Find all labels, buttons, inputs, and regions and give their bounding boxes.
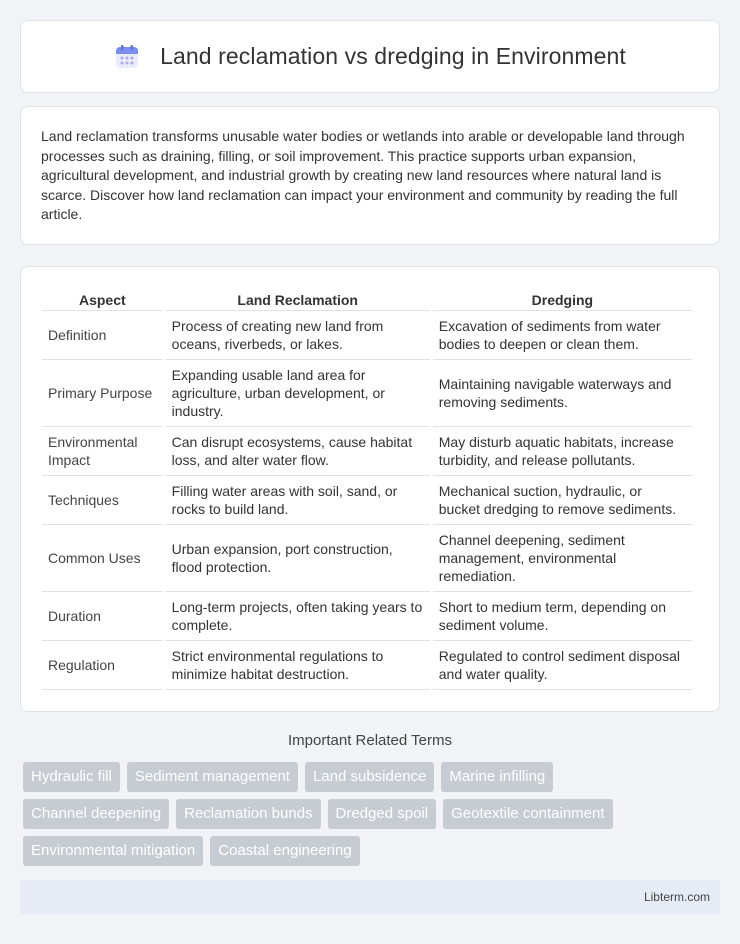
- related-term-tag[interactable]: Land subsidence: [305, 762, 434, 792]
- table-row: [42, 592, 692, 641]
- dredging-cell: Excavation of sediments from water bodies to deepen or clean them.: [433, 311, 692, 360]
- intro-card: [20, 106, 720, 245]
- aspect-cell: Environmental Impact: [42, 427, 163, 476]
- header-land-reclamation: Land Reclamation: [166, 289, 430, 311]
- related-term-tag[interactable]: Channel deepening: [23, 799, 169, 829]
- table-row: [42, 476, 692, 525]
- land-reclamation-cell: Filling water areas with soil, sand, or rocks to build land.: [166, 476, 430, 525]
- related-term-tag[interactable]: Sediment management: [127, 762, 298, 792]
- related-term-tag[interactable]: Dredged spoil: [328, 799, 437, 829]
- dredging-cell: Short to medium term, depending on sediment volume.: [433, 592, 692, 641]
- related-terms-section: [20, 732, 720, 866]
- dredging-cell: Maintaining navigable waterways and removing sediments.: [433, 360, 692, 427]
- header-dredging: Dredging: [433, 289, 692, 311]
- land-reclamation-cell: Can disrupt ecosystems, cause habitat loss, and alter water flow.: [166, 427, 430, 476]
- land-reclamation-cell: Long-term projects, often taking years to complete.: [166, 592, 430, 641]
- table-row: [42, 641, 692, 690]
- land-reclamation-cell: Urban expansion, port construction, flood protection.: [166, 525, 430, 592]
- footer: [20, 880, 720, 914]
- calendar-icon: [114, 44, 140, 70]
- aspect-cell: Techniques: [42, 476, 163, 525]
- related-term-tag[interactable]: Coastal engineering: [210, 836, 359, 866]
- aspect-cell: Regulation: [42, 641, 163, 690]
- land-reclamation-cell: Expanding usable land area for agriculture, urban development, or industry.: [166, 360, 430, 427]
- related-term-tag[interactable]: Marine infilling: [441, 762, 553, 792]
- land-reclamation-cell: Process of creating new land from oceans, riverbeds, or lakes.: [166, 311, 430, 360]
- table-row: [42, 311, 692, 360]
- table-row: [42, 525, 692, 592]
- footer-site-link[interactable]: Libterm.com: [643, 890, 710, 904]
- dredging-cell: May disturb aquatic habitats, increase turbidity, and release pollutants.: [433, 427, 692, 476]
- header-card: [20, 20, 720, 93]
- table-row: [42, 427, 692, 476]
- dredging-cell: Channel deepening, sediment management, environmental remediation.: [433, 525, 692, 592]
- related-term-tag[interactable]: Reclamation bunds: [176, 799, 320, 829]
- related-term-tag[interactable]: Hydraulic fill: [23, 762, 120, 792]
- related-term-tag[interactable]: Environmental mitigation: [23, 836, 203, 866]
- header-aspect: Aspect: [42, 289, 163, 311]
- table-row: [42, 360, 692, 427]
- dredging-cell: Mechanical suction, hydraulic, or bucket dredging to remove sediments.: [433, 476, 692, 525]
- comparison-table: [39, 289, 695, 690]
- aspect-cell: Primary Purpose: [42, 360, 163, 427]
- intro-text: Land reclamation transforms unusable water bodies or wetlands into arable or developable land through processes such as draining, filling, or soil improvement. This practice supports urban expansion, agricultural development, and industrial growth by creating new land resources where natural land is scarce. Discover how land reclamation can impact your environment and community by reading the full article.: [41, 128, 685, 222]
- table-header-row: [42, 289, 692, 311]
- aspect-cell: Common Uses: [42, 525, 163, 592]
- aspect-cell: Duration: [42, 592, 163, 641]
- page-title: Land reclamation vs dredging in Environment: [160, 43, 626, 69]
- comparison-card: [20, 266, 720, 712]
- related-terms-title: Important Related Terms: [288, 732, 452, 749]
- related-term-tag[interactable]: Geotextile containment: [443, 799, 612, 829]
- related-terms-list: [20, 762, 680, 866]
- land-reclamation-cell: Strict environmental regulations to minimize habitat destruction.: [166, 641, 430, 690]
- aspect-cell: Definition: [42, 311, 163, 360]
- dredging-cell: Regulated to control sediment disposal and water quality.: [433, 641, 692, 690]
